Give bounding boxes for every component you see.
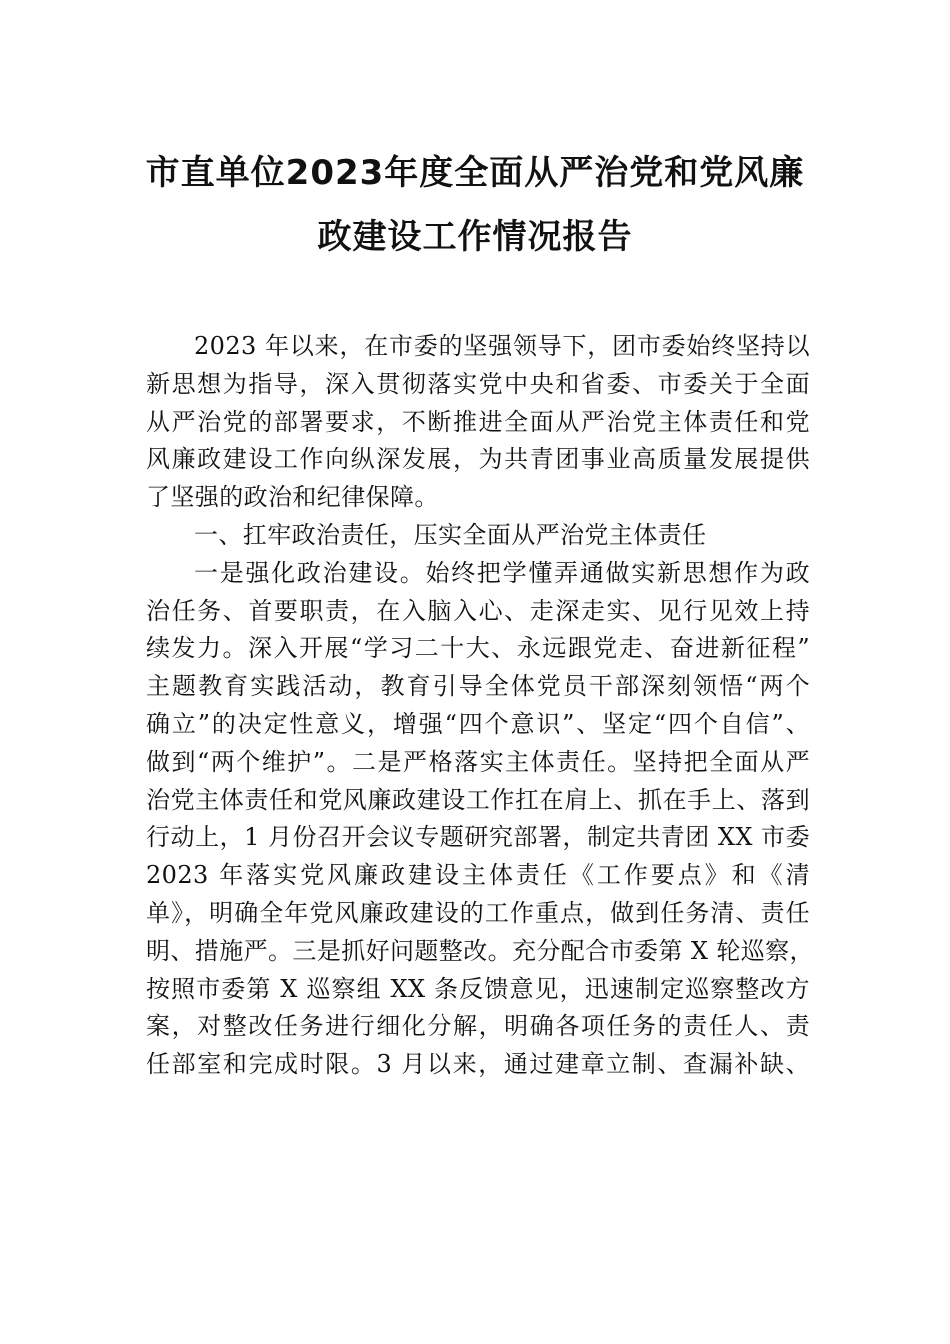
paragraph-line: 新思想为指导，深入贯彻落实党中央和省委、市委关于全面	[146, 369, 810, 398]
paragraph-line: 从严治党的部署要求，不断推进全面从严治党主体责任和党	[146, 407, 810, 436]
paragraph-line: 续发力。深入开展“学习二十大、永远跟党走、奋进新征程”	[146, 634, 810, 663]
section-heading: 一、扛牢政治责任，压实全面从严治党主体责任	[194, 520, 707, 549]
document-body	[146, 328, 814, 1084]
paragraph-line: 治任务、首要职责，在入脑入心、走深走实、见行见效上持	[146, 596, 810, 625]
paragraph-line: 单》，明确全年党风廉政建设的工作重点，做到任务清、责任	[146, 898, 810, 927]
title-line-1: 市直单位2023年度全面从严治党和党风廉	[145, 153, 805, 193]
paragraph-line: 确立”的决定性意义，增强“四个意识”、坚定“四个自信”、	[146, 709, 810, 738]
paragraph-line: 行动上，1 月份召开会议专题研究部署，制定共青团 XX 市委	[146, 823, 810, 852]
paragraph-line: 主题教育实践活动，教育引导全体党员干部深刻领悟“两个	[146, 672, 810, 701]
title-line-2: 政建设工作情况报告	[317, 217, 633, 257]
paragraph-line: 按照市委第 X 巡察组 XX 条反馈意见，迅速制定巡察整改方	[146, 974, 810, 1003]
paragraph-line: 2023 年以来，在市委的坚强领导下，团市委始终坚持以	[194, 332, 810, 360]
paragraph-line: 治党主体责任和党风廉政建设工作扛在肩上、抓在手上、落到	[146, 785, 810, 814]
paragraph-line: 任部室和完成时限。3 月以来，通过建章立制、查漏补缺、	[146, 1050, 810, 1079]
paragraph-line: 案，对整改任务进行细化分解，明确各项任务的责任人、责	[146, 1012, 810, 1041]
paragraph-line: 做到“两个维护”。二是严格落实主体责任。坚持把全面从严	[146, 747, 810, 776]
paragraph-line: 一是强化政治建设。始终把学懂弄通做实新思想作为政	[194, 558, 810, 587]
paragraph-line: 2023 年落实党风廉政建设主体责任《工作要点》和《清	[146, 861, 810, 890]
paragraph-line: 风廉政建设工作向纵深发展，为共青团事业高质量发展提供	[146, 445, 810, 474]
paragraph-line: 明、措施严。三是抓好问题整改。充分配合市委第 X 轮巡察，	[146, 936, 814, 965]
document-title	[100, 152, 850, 258]
paragraph-line: 了坚强的政治和纪律保障。	[146, 483, 439, 512]
